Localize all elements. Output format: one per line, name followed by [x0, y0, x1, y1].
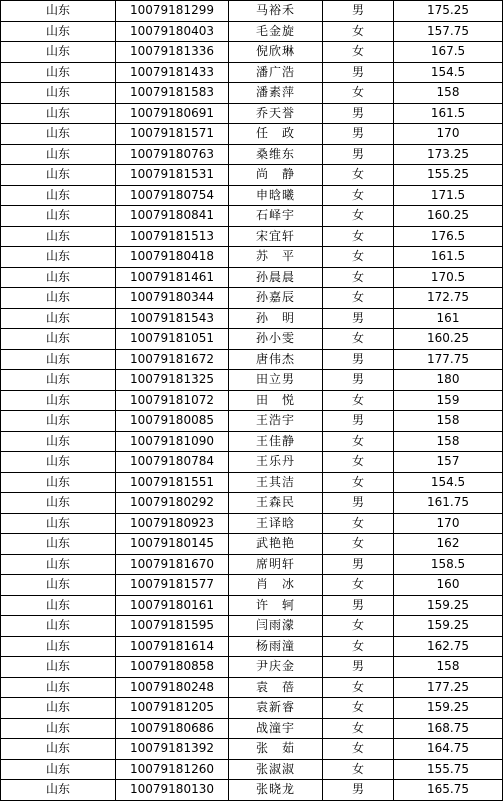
name-cell: 王森民: [229, 493, 323, 514]
name-cell: 张晓龙: [229, 780, 323, 801]
score-cell: 159.25: [394, 698, 503, 719]
province-cell: 山东: [1, 144, 116, 165]
exam-id-cell: 10079180763: [116, 144, 229, 165]
exam-id-cell: 10079181583: [116, 83, 229, 104]
province-cell: 山东: [1, 472, 116, 493]
table-row: [1, 267, 503, 288]
province-cell: 山东: [1, 42, 116, 63]
table-row: [1, 452, 503, 473]
score-cell: 177.25: [394, 677, 503, 698]
score-cell: 173.25: [394, 144, 503, 165]
exam-id-cell: 10079181614: [116, 636, 229, 657]
score-cell: 161.5: [394, 103, 503, 124]
exam-id-cell: 10079181072: [116, 390, 229, 411]
province-cell: 山东: [1, 739, 116, 760]
gender-cell: 女: [323, 636, 394, 657]
gender-cell: 男: [323, 103, 394, 124]
province-cell: 山东: [1, 247, 116, 268]
gender-cell: 女: [323, 616, 394, 637]
gender-cell: 女: [323, 206, 394, 227]
province-cell: 山东: [1, 718, 116, 739]
name-cell: 马裕禾: [229, 1, 323, 22]
name-cell: 苏 平: [229, 247, 323, 268]
table-row: [1, 103, 503, 124]
exam-id-cell: 10079180754: [116, 185, 229, 206]
name-cell: 袁 蓓: [229, 677, 323, 698]
table-row: [1, 124, 503, 145]
exam-id-cell: 10079181051: [116, 329, 229, 350]
name-cell: 乔天誉: [229, 103, 323, 124]
exam-id-cell: 10079180145: [116, 534, 229, 555]
gender-cell: 男: [323, 657, 394, 678]
name-cell: 孙 明: [229, 308, 323, 329]
name-cell: 尚 静: [229, 165, 323, 186]
name-cell: 肖 冰: [229, 575, 323, 596]
score-cell: 175.25: [394, 1, 503, 22]
exam-id-cell: 10079180403: [116, 21, 229, 42]
table-row: [1, 411, 503, 432]
gender-cell: 男: [323, 595, 394, 616]
table-row: [1, 431, 503, 452]
table-row: [1, 616, 503, 637]
gender-cell: 女: [323, 226, 394, 247]
table-row: [1, 308, 503, 329]
gender-cell: 女: [323, 575, 394, 596]
province-cell: 山东: [1, 759, 116, 780]
score-cell: 176.5: [394, 226, 503, 247]
name-cell: 潘广浩: [229, 62, 323, 83]
score-cell: 172.75: [394, 288, 503, 309]
exam-id-cell: 10079180784: [116, 452, 229, 473]
gender-cell: 男: [323, 349, 394, 370]
exam-id-cell: 10079181461: [116, 267, 229, 288]
name-cell: 毛金旋: [229, 21, 323, 42]
gender-cell: 女: [323, 677, 394, 698]
exam-id-cell: 10079181543: [116, 308, 229, 329]
name-cell: 席明轩: [229, 554, 323, 575]
score-cell: 159: [394, 390, 503, 411]
exam-id-cell: 10079181392: [116, 739, 229, 760]
score-cell: 159.25: [394, 595, 503, 616]
exam-id-cell: 10079181513: [116, 226, 229, 247]
gender-cell: 女: [323, 267, 394, 288]
exam-id-cell: 10079181670: [116, 554, 229, 575]
exam-id-cell: 10079181325: [116, 370, 229, 391]
score-cell: 160.25: [394, 206, 503, 227]
province-cell: 山东: [1, 21, 116, 42]
score-cell: 157: [394, 452, 503, 473]
table-row: [1, 759, 503, 780]
table-row: [1, 226, 503, 247]
table-row: [1, 677, 503, 698]
table-row: [1, 349, 503, 370]
gender-cell: 女: [323, 472, 394, 493]
score-cell: 180: [394, 370, 503, 391]
province-cell: 山东: [1, 493, 116, 514]
exam-id-cell: 10079181571: [116, 124, 229, 145]
score-cell: 158: [394, 83, 503, 104]
gender-cell: 女: [323, 21, 394, 42]
score-cell: 170: [394, 513, 503, 534]
table-row: [1, 575, 503, 596]
table-row: [1, 780, 503, 801]
province-cell: 山东: [1, 698, 116, 719]
score-cell: 154.5: [394, 62, 503, 83]
table-row: [1, 206, 503, 227]
province-cell: 山东: [1, 513, 116, 534]
province-cell: 山东: [1, 206, 116, 227]
province-cell: 山东: [1, 554, 116, 575]
table-row: [1, 513, 503, 534]
gender-cell: 男: [323, 411, 394, 432]
table-row: [1, 165, 503, 186]
province-cell: 山东: [1, 780, 116, 801]
score-cell: 167.5: [394, 42, 503, 63]
table-row: [1, 657, 503, 678]
table-row: [1, 42, 503, 63]
score-cell: 154.5: [394, 472, 503, 493]
exam-id-cell: 10079180292: [116, 493, 229, 514]
score-cell: 165.75: [394, 780, 503, 801]
name-cell: 战潼宇: [229, 718, 323, 739]
name-cell: 张淑淑: [229, 759, 323, 780]
score-cell: 155.25: [394, 165, 503, 186]
gender-cell: 女: [323, 534, 394, 555]
gender-cell: 女: [323, 83, 394, 104]
table-row: [1, 185, 503, 206]
gender-cell: 女: [323, 288, 394, 309]
province-cell: 山东: [1, 595, 116, 616]
province-cell: 山东: [1, 411, 116, 432]
table-row: [1, 718, 503, 739]
table-row: [1, 62, 503, 83]
province-cell: 山东: [1, 288, 116, 309]
gender-cell: 女: [323, 452, 394, 473]
province-cell: 山东: [1, 657, 116, 678]
table-row: [1, 739, 503, 760]
name-cell: 杨雨潼: [229, 636, 323, 657]
score-cell: 160.25: [394, 329, 503, 350]
table-row: [1, 472, 503, 493]
province-cell: 山东: [1, 575, 116, 596]
exam-id-cell: 10079181577: [116, 575, 229, 596]
name-cell: 闫雨濛: [229, 616, 323, 637]
province-cell: 山东: [1, 390, 116, 411]
province-cell: 山东: [1, 677, 116, 698]
province-cell: 山东: [1, 308, 116, 329]
table-row: [1, 554, 503, 575]
exam-id-cell: 10079181672: [116, 349, 229, 370]
name-cell: 袁新睿: [229, 698, 323, 719]
gender-cell: 女: [323, 739, 394, 760]
score-cell: 159.25: [394, 616, 503, 637]
exam-id-cell: 10079181551: [116, 472, 229, 493]
score-cell: 162.75: [394, 636, 503, 657]
score-cell: 170.5: [394, 267, 503, 288]
score-cell: 155.75: [394, 759, 503, 780]
gender-cell: 男: [323, 780, 394, 801]
score-cell: 158.5: [394, 554, 503, 575]
score-cell: 177.75: [394, 349, 503, 370]
exam-id-cell: 10079181299: [116, 1, 229, 22]
name-cell: 王乐丹: [229, 452, 323, 473]
name-cell: 潘素萍: [229, 83, 323, 104]
name-cell: 申晗曦: [229, 185, 323, 206]
province-cell: 山东: [1, 165, 116, 186]
score-cell: 160: [394, 575, 503, 596]
province-cell: 山东: [1, 1, 116, 22]
gender-cell: 女: [323, 165, 394, 186]
gender-cell: 男: [323, 308, 394, 329]
score-cell: 158: [394, 431, 503, 452]
gender-cell: 女: [323, 759, 394, 780]
name-cell: 王译晗: [229, 513, 323, 534]
score-cell: 162: [394, 534, 503, 555]
gender-cell: 女: [323, 513, 394, 534]
score-cell: 161.5: [394, 247, 503, 268]
name-cell: 王佳静: [229, 431, 323, 452]
gender-cell: 女: [323, 718, 394, 739]
name-cell: 武艳艳: [229, 534, 323, 555]
table-row: [1, 698, 503, 719]
score-cell: 164.75: [394, 739, 503, 760]
gender-cell: 女: [323, 390, 394, 411]
gender-cell: 男: [323, 493, 394, 514]
exam-id-cell: 10079180130: [116, 780, 229, 801]
exam-id-cell: 10079180841: [116, 206, 229, 227]
name-cell: 田 悦: [229, 390, 323, 411]
name-cell: 孙嘉辰: [229, 288, 323, 309]
gender-cell: 女: [323, 185, 394, 206]
province-cell: 山东: [1, 534, 116, 555]
exam-id-cell: 10079180418: [116, 247, 229, 268]
table-row: [1, 247, 503, 268]
table-row: [1, 370, 503, 391]
exam-id-cell: 10079181336: [116, 42, 229, 63]
province-cell: 山东: [1, 636, 116, 657]
table-row: [1, 329, 503, 350]
name-cell: 王其洁: [229, 472, 323, 493]
exam-id-cell: 10079180344: [116, 288, 229, 309]
name-cell: 张 茹: [229, 739, 323, 760]
exam-id-cell: 10079180085: [116, 411, 229, 432]
name-cell: 尹庆金: [229, 657, 323, 678]
exam-id-cell: 10079181531: [116, 165, 229, 186]
exam-id-cell: 10079180923: [116, 513, 229, 534]
gender-cell: 女: [323, 42, 394, 63]
score-cell: 161: [394, 308, 503, 329]
province-cell: 山东: [1, 452, 116, 473]
table-row: [1, 636, 503, 657]
table-row: [1, 493, 503, 514]
gender-cell: 男: [323, 62, 394, 83]
province-cell: 山东: [1, 349, 116, 370]
table-row: [1, 534, 503, 555]
score-cell: 158: [394, 411, 503, 432]
exam-id-cell: 10079180248: [116, 677, 229, 698]
name-cell: 唐伟杰: [229, 349, 323, 370]
gender-cell: 男: [323, 124, 394, 145]
name-cell: 孙小雯: [229, 329, 323, 350]
name-cell: 许 轲: [229, 595, 323, 616]
province-cell: 山东: [1, 103, 116, 124]
table-row: [1, 83, 503, 104]
name-cell: 宋宜轩: [229, 226, 323, 247]
table-row: [1, 21, 503, 42]
gender-cell: 女: [323, 431, 394, 452]
table-row: [1, 144, 503, 165]
name-cell: 桑维东: [229, 144, 323, 165]
score-cell: 170: [394, 124, 503, 145]
table-body: [1, 1, 503, 801]
exam-id-cell: 10079181090: [116, 431, 229, 452]
gender-cell: 男: [323, 554, 394, 575]
gender-cell: 女: [323, 247, 394, 268]
name-cell: 石峄宇: [229, 206, 323, 227]
score-cell: 161.75: [394, 493, 503, 514]
exam-id-cell: 10079181595: [116, 616, 229, 637]
table-row: [1, 288, 503, 309]
table-row: [1, 595, 503, 616]
exam-id-cell: 10079180686: [116, 718, 229, 739]
province-cell: 山东: [1, 431, 116, 452]
gender-cell: 男: [323, 370, 394, 391]
name-cell: 孙晨晨: [229, 267, 323, 288]
exam-id-cell: 10079180858: [116, 657, 229, 678]
province-cell: 山东: [1, 267, 116, 288]
exam-id-cell: 10079180161: [116, 595, 229, 616]
exam-id-cell: 10079181205: [116, 698, 229, 719]
province-cell: 山东: [1, 185, 116, 206]
name-cell: 王浩宇: [229, 411, 323, 432]
province-cell: 山东: [1, 370, 116, 391]
exam-id-cell: 10079181260: [116, 759, 229, 780]
name-cell: 田立男: [229, 370, 323, 391]
name-cell: 倪欣琳: [229, 42, 323, 63]
gender-cell: 男: [323, 1, 394, 22]
province-cell: 山东: [1, 62, 116, 83]
score-cell: 171.5: [394, 185, 503, 206]
province-cell: 山东: [1, 226, 116, 247]
gender-cell: 女: [323, 698, 394, 719]
province-cell: 山东: [1, 83, 116, 104]
score-cell: 157.75: [394, 21, 503, 42]
province-cell: 山东: [1, 124, 116, 145]
exam-id-cell: 10079180691: [116, 103, 229, 124]
score-cell: 168.75: [394, 718, 503, 739]
name-cell: 任 政: [229, 124, 323, 145]
province-cell: 山东: [1, 616, 116, 637]
gender-cell: 男: [323, 144, 394, 165]
province-cell: 山东: [1, 329, 116, 350]
score-cell: 158: [394, 657, 503, 678]
gender-cell: 女: [323, 329, 394, 350]
table-row: [1, 1, 503, 22]
table-row: [1, 390, 503, 411]
exam-id-cell: 10079181433: [116, 62, 229, 83]
